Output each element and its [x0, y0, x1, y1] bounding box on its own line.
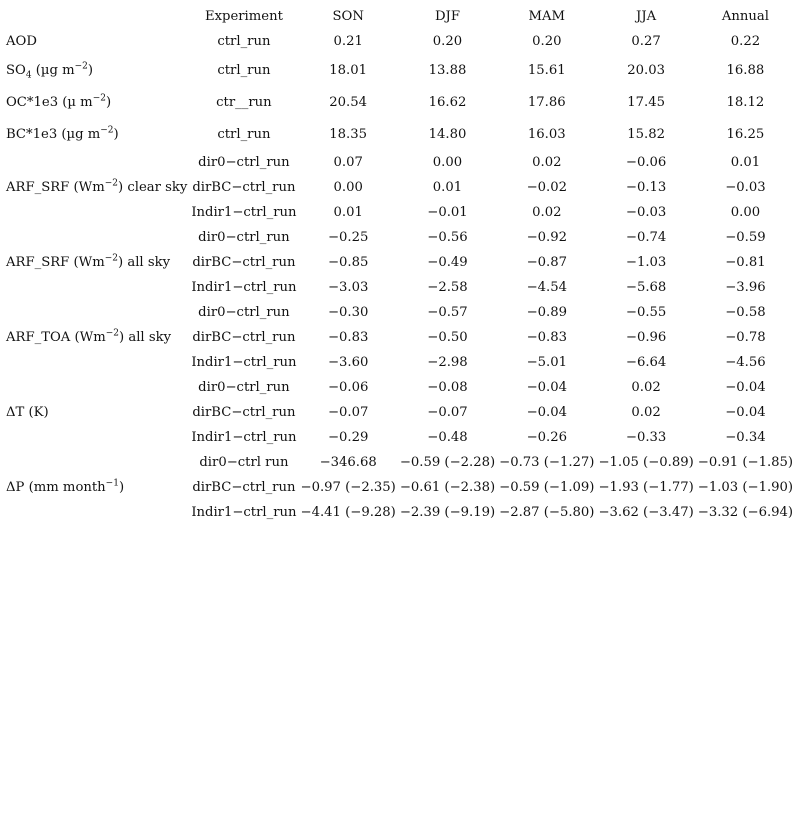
value-cell: −0.89	[526, 305, 567, 320]
value-cell: −0.26	[526, 430, 567, 445]
value-cell: −0.25	[327, 230, 369, 245]
value-cell: −346.68	[319, 455, 377, 470]
value-cell: −0.30	[327, 305, 369, 320]
value-cell: 0.20	[532, 34, 562, 49]
header-experiment: Experiment	[204, 9, 283, 24]
value-cell: 0.01	[730, 155, 761, 170]
table-row	[2, 54, 793, 86]
experiment-cell: dir0−ctrl run	[199, 455, 289, 470]
value-cell: −0.59	[725, 230, 766, 245]
value-cell: −0.73 (−1.27)	[499, 455, 595, 470]
value-cell: −0.50	[427, 330, 468, 345]
value-cell: 14.80	[428, 126, 467, 142]
value-cell: −0.08	[427, 380, 468, 395]
value-cell: 0.00	[432, 155, 463, 170]
row-label-so4: $SO_4$ (µg $m^{-2}$)	[6, 61, 94, 81]
row-label-bc: BC*1e3 (µg $m^{-2}$)	[6, 125, 119, 142]
value-cell: −2.58	[427, 280, 468, 295]
value-cell: −0.48	[427, 430, 468, 445]
value-cell: −1.05 (−0.89)	[598, 455, 694, 470]
table-row	[2, 150, 793, 175]
value-cell: 15.61	[527, 62, 566, 78]
experiment-cell: ctrl_run	[217, 62, 271, 78]
value-cell: −0.59 (−2.28)	[399, 455, 496, 470]
experiment-cell: dirBC−ctrl_run	[192, 405, 296, 420]
value-cell: −0.57	[427, 305, 468, 320]
table-row	[2, 118, 793, 150]
results-table	[2, 4, 793, 525]
value-cell: 0.21	[333, 34, 363, 49]
value-cell: 15.82	[627, 126, 665, 142]
value-cell: 0.01	[432, 180, 463, 195]
value-cell: −2.39 (−9.19)	[399, 505, 496, 520]
value-cell: 0.02	[631, 380, 661, 395]
value-cell: 0.27	[631, 34, 661, 49]
value-cell: −1.03	[625, 255, 667, 270]
row-label-arf-toa-all: ARF_TOA $(Wm^{-2})$ all sky	[6, 328, 172, 345]
value-cell: −0.49	[427, 255, 468, 270]
experiment-cell: dir0−ctrl_run	[198, 380, 290, 395]
row-label-delta-t: ΔT (K)	[6, 405, 49, 420]
value-cell: −0.97 (−2.35)	[300, 480, 396, 495]
header-djf: DJF	[434, 9, 460, 24]
value-cell: −4.54	[526, 280, 567, 295]
value-cell: −0.78	[725, 330, 766, 345]
experiment-cell: dir0−ctrl_run	[198, 230, 290, 245]
experiment-cell: ctr__run	[216, 94, 272, 110]
value-cell: −0.07	[327, 405, 369, 420]
value-cell: −0.33	[625, 430, 667, 445]
value-cell: −0.59 (−1.09)	[499, 480, 595, 495]
value-cell: −0.07	[427, 405, 468, 420]
value-cell: −3.96	[725, 280, 766, 295]
value-cell: −0.04	[725, 405, 766, 420]
value-cell: 13.88	[428, 62, 467, 78]
value-cell: 17.86	[527, 94, 566, 110]
value-cell: −4.41 (−9.28)	[300, 505, 396, 520]
value-cell: −0.96	[625, 330, 667, 345]
value-cell: −5.01	[526, 355, 567, 370]
value-cell: 20.54	[329, 94, 368, 110]
value-cell: −1.03 (−1.90)	[697, 480, 793, 495]
value-cell: 16.62	[428, 94, 467, 110]
value-cell: −0.29	[327, 430, 369, 445]
table-row	[2, 86, 793, 118]
table-row	[2, 29, 793, 54]
value-cell: 17.45	[627, 94, 665, 110]
value-cell: −0.83	[327, 330, 369, 345]
value-cell: 18.12	[726, 94, 765, 110]
table-row	[2, 300, 793, 325]
row-label-delta-p: ΔP (mm month$^{-1}$)	[6, 478, 125, 495]
value-cell: 16.25	[726, 126, 765, 142]
value-cell: −4.56	[725, 355, 766, 370]
experiment-cell: dirBC−ctrl_run	[192, 330, 296, 345]
value-cell: −2.87 (−5.80)	[499, 505, 595, 520]
header-mam: MAM	[528, 9, 566, 24]
value-cell: −0.74	[625, 230, 667, 245]
value-cell: −3.62 (−3.47)	[598, 505, 694, 520]
row-label-oc: OC*1e3 (µ $m^{-2}$)	[6, 93, 112, 110]
value-cell: 0.02	[532, 205, 562, 220]
experiment-cell: dir0−ctrl_run	[198, 155, 290, 170]
value-cell: 0.01	[333, 205, 363, 220]
value-cell: −3.60	[327, 355, 369, 370]
value-cell: 18.01	[329, 62, 368, 78]
value-cell: 0.20	[432, 34, 463, 49]
value-cell: −5.68	[625, 280, 667, 295]
value-cell: −0.87	[526, 255, 567, 270]
value-cell: −0.06	[625, 155, 667, 170]
experiment-cell: ctrl_run	[217, 126, 271, 142]
value-cell: −0.55	[625, 305, 667, 320]
experiment-cell: dir0−ctrl_run	[198, 305, 290, 320]
value-cell: 18.35	[329, 126, 368, 142]
header-annual: Annual	[721, 9, 769, 24]
header-variable	[2, 4, 189, 29]
value-cell: −0.04	[526, 405, 567, 420]
table-row	[2, 450, 793, 475]
value-cell: 16.03	[527, 126, 566, 142]
experiment-cell: Indir1−ctrl_run	[191, 280, 297, 295]
value-cell: 0.02	[532, 155, 562, 170]
table-row	[2, 375, 793, 400]
value-cell: −0.61 (−2.38)	[399, 480, 496, 495]
value-cell: −2.98	[427, 355, 468, 370]
value-cell: −0.13	[625, 180, 667, 195]
experiment-cell: dirBC−ctrl_run	[192, 255, 296, 270]
value-cell: −0.03	[625, 205, 667, 220]
value-cell: −0.04	[725, 380, 766, 395]
table-row	[2, 225, 793, 250]
experiment-cell: dirBC−ctrl_run	[192, 180, 296, 195]
value-cell: 0.22	[730, 34, 761, 49]
value-cell: −6.64	[625, 355, 667, 370]
header-row	[2, 4, 793, 29]
value-cell: −0.92	[526, 230, 567, 245]
experiment-cell: Indir1−ctrl_run	[191, 355, 297, 370]
experiment-cell: Indir1−ctrl_run	[191, 505, 297, 520]
value-cell: 0.00	[333, 180, 363, 195]
row-label-aod: AOD	[6, 34, 37, 49]
experiment-cell: dirBC−ctrl_run	[192, 480, 296, 495]
experiment-cell: Indir1−ctrl_run	[191, 430, 297, 445]
value-cell: −0.06	[327, 380, 369, 395]
experiment-cell: Indir1−ctrl_run	[191, 205, 297, 220]
value-cell: 0.02	[631, 405, 661, 420]
value-cell: −1.93 (−1.77)	[598, 480, 694, 495]
experiment-cell: ctrl_run	[217, 34, 271, 49]
header-son: SON	[332, 9, 364, 24]
value-cell: −0.81	[725, 255, 766, 270]
value-cell: −0.58	[725, 305, 766, 320]
row-label-arf-srf-clear: ARF_SRF $(Wm^{-2})$ clear sky	[6, 178, 188, 195]
value-cell: 16.88	[726, 62, 765, 78]
value-cell: −3.03	[327, 280, 369, 295]
value-cell: 20.03	[627, 62, 665, 78]
value-cell: −0.85	[327, 255, 369, 270]
value-cell: −0.34	[725, 430, 766, 445]
value-cell: 0.00	[730, 205, 761, 220]
row-label-arf-srf-all: ARF_SRF $(Wm^{-2})$ all sky	[6, 253, 171, 270]
value-cell: −3.32 (−6.94)	[697, 505, 793, 520]
value-cell: −0.04	[526, 380, 567, 395]
header-jja: JJA	[636, 9, 657, 24]
value-cell: −0.91 (−1.85)	[697, 455, 793, 470]
value-cell: −0.03	[725, 180, 766, 195]
value-cell: −0.01	[427, 205, 468, 220]
value-cell: 0.07	[333, 155, 363, 170]
value-cell: −0.56	[427, 230, 468, 245]
value-cell: −0.83	[526, 330, 567, 345]
value-cell: −0.02	[526, 180, 567, 195]
